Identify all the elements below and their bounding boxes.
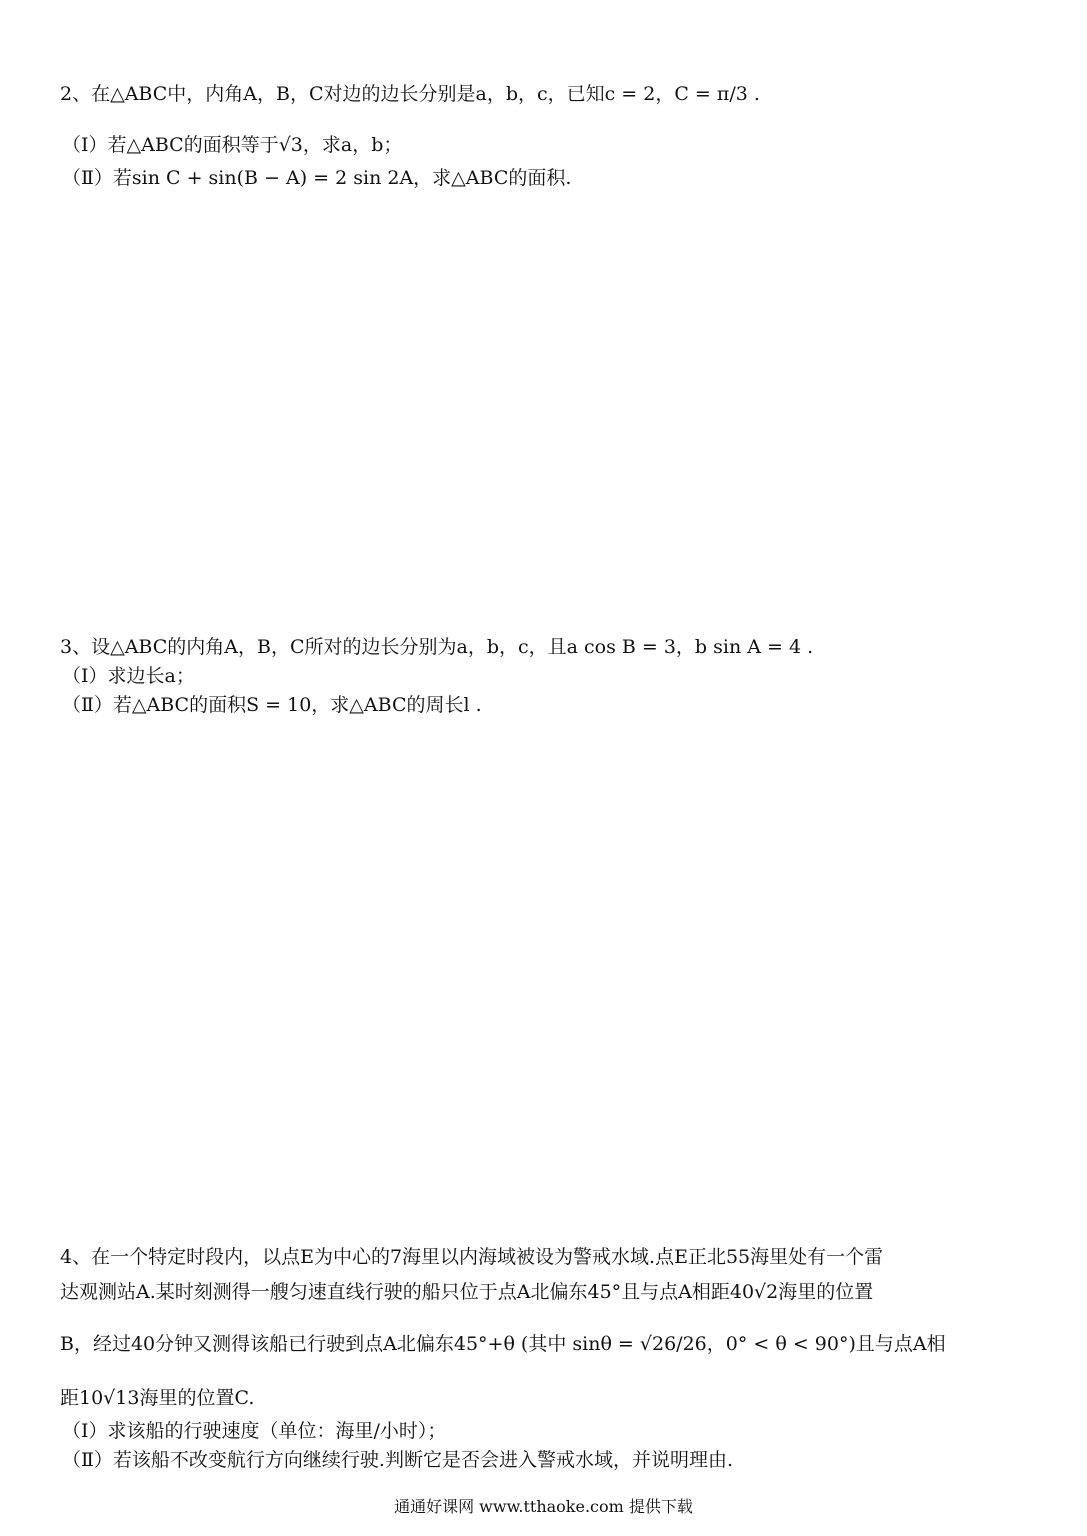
problem-2-part-1: （Ⅰ）若△ABC的面积等于√3，求a，b； [62, 134, 403, 156]
problem-3-stem: 3、设△ABC的内角A，B，C所对的边长分别为a，b，c，且a cos B = 3，b sin A = 4 . [60, 636, 814, 658]
problem-3-part-1: （Ⅰ）求边长a； [62, 665, 195, 687]
problem-2-stem: 2、在△ABC中，内角A，B，C对边的边长分别是a，b，c，已知c = 2，C = π/3 . [60, 83, 760, 105]
problem-4-stem-line-2: 达观测站A.某时刻测得一艘匀速直线行驶的船只位于点A北偏东45°且与点A相距40√2海里的位置 [60, 1281, 874, 1303]
problem-4-stem-line-4: 距10√13海里的位置C. [60, 1387, 255, 1409]
page-footer: 通通好课网 www.tthaoke.com 提供下载 [394, 1497, 693, 1516]
problem-2-part-2: （Ⅱ）若sin C + sin(B − A) = 2 sin 2A，求△ABC的面积. [62, 167, 572, 189]
problem-4-part-2: （Ⅱ）若该船不改变航行方向继续行驶.判断它是否会进入警戒水域，并说明理由. [62, 1449, 733, 1471]
problem-4-part-1: （Ⅰ）求该船的行驶速度（单位：海里/小时）； [62, 1420, 447, 1442]
problem-4-stem-line-1: 4、在一个特定时段内，以点E为中心的7海里以内海域被设为警戒水域.点E正北55海里处有一个雷 [60, 1246, 884, 1268]
problem-4-stem-line-3: B，经过40分钟又测得该船已行驶到点A北偏东45°+θ (其中 sinθ = √26/26，0° < θ < 90°)且与点A相 [60, 1333, 946, 1355]
problem-3-part-2: （Ⅱ）若△ABC的面积S = 10，求△ABC的周长l . [62, 694, 482, 716]
